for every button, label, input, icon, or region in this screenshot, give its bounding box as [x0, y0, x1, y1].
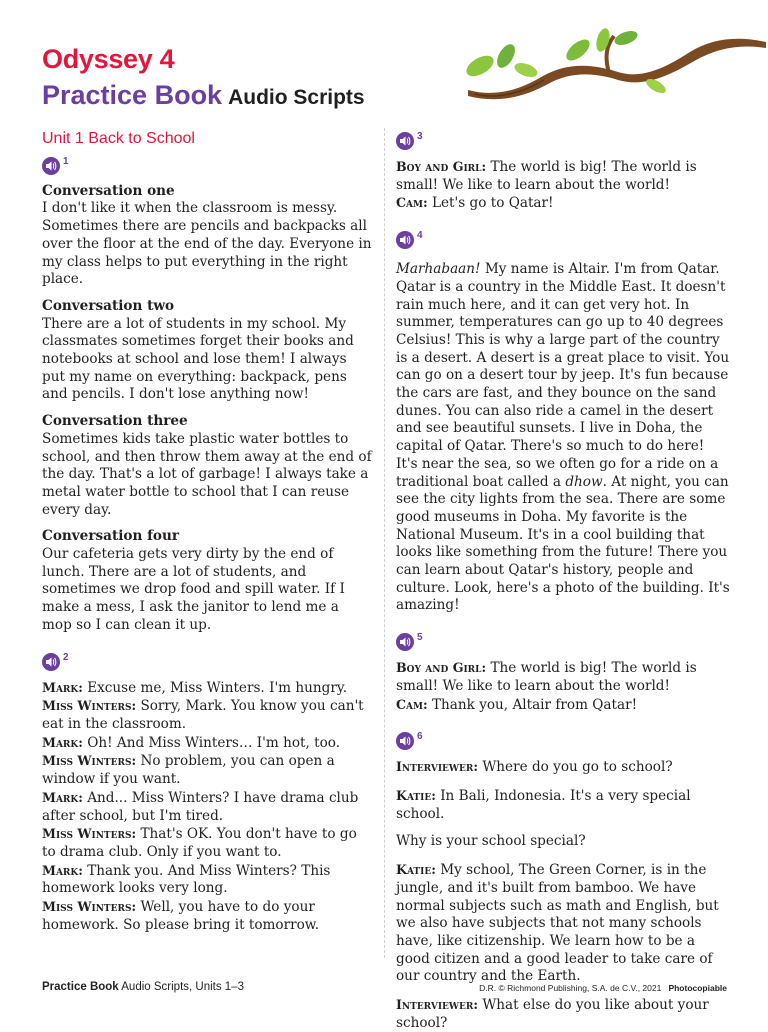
speaker-name: Mark: — [42, 679, 83, 695]
dialogue-line — [396, 696, 730, 715]
dialogue-line — [396, 996, 730, 1032]
section-heading: Conversation two — [42, 297, 175, 314]
book-title-line — [42, 80, 365, 111]
line-text: Why is your school special? — [396, 833, 586, 850]
section-text: Our cafeteria gets very dirty by the end of lunch. There are a lot of students, and sometimes we drop food and spill water. If I make a mess, I ask the janitor to lend me a mop so I can clean it up. — [42, 546, 345, 633]
dialogue-line — [42, 862, 372, 898]
speaker-name: Katie: — [396, 787, 436, 803]
right-column — [396, 130, 730, 1032]
track-marker-1[interactable] — [42, 157, 372, 179]
section-text: I don't like it when the classroom is messy. Sometimes there are pencils and backpacks all over the floor at the end of the day. Everyone in my class helps to put everything in the right place. — [42, 200, 372, 288]
footer-book: Practice Book — [42, 981, 119, 993]
dialogue-line — [396, 194, 730, 213]
line-text: The world is big! The world is small! We like to learn about the world! — [396, 159, 697, 193]
greeting: Marhabaan! — [396, 261, 481, 278]
line-text: Where do you go to school? — [482, 759, 673, 776]
dialogue-line — [42, 734, 372, 753]
line-text: That's OK. You don't have to go to drama club. Only if you want to. — [42, 826, 357, 860]
dialogue-line — [42, 679, 372, 698]
speaker-name: Boy and Girl: — [396, 660, 487, 676]
branch-decoration — [428, 18, 768, 110]
section-text: Sometimes kids take plastic water bottles to school, and then throw them away at the end of the day. That's a lot of garbage! I always take a metal water bottle to school that I can reuse every day. — [42, 430, 372, 518]
photocopiable-label: Photocopiable — [668, 983, 727, 993]
dialogue-line — [42, 789, 372, 825]
track-number: 6 — [417, 731, 423, 743]
section-text: There are a lot of students in my school. My classmates sometimes forget their books and notebooks at school and lose them! I always put my name on everything: backpack, pens and pencils. I don't lose anything now! — [42, 315, 354, 403]
dialogue-line — [396, 158, 730, 194]
line-text: Thank you, Altair from Qatar! — [431, 696, 638, 713]
track-number: 3 — [417, 131, 423, 142]
footer-section: Audio Scripts, Units 1–3 — [121, 981, 244, 993]
footer-right — [455, 983, 727, 993]
column-divider — [384, 128, 385, 958]
speaker-name: Cam: — [396, 696, 428, 712]
speaker-name: Cam: — [396, 195, 428, 211]
track-marker-3[interactable] — [396, 132, 730, 154]
dialogue-line — [42, 697, 372, 733]
speaker-name: Interviewer: — [396, 759, 478, 775]
term: dhow — [565, 473, 603, 490]
track-number: 1 — [63, 155, 69, 167]
line-text: My school, The Green Corner, is in the jungle, and it's built from bamboo. We have normal subjects such as math and English, but we also have subjects that not many schools have, like citizenship. We learn how to be a good citizen and a good leader to take care of our country and the Earth. — [396, 862, 719, 985]
line-text: What else do you like about your school? — [396, 997, 709, 1031]
speaker-name: Interviewer: — [396, 997, 478, 1013]
speaker-icon — [396, 732, 414, 750]
speaker-name: Mark: — [42, 734, 83, 750]
monologue-text — [396, 261, 730, 615]
unit-title: Unit 1 Back to School — [42, 130, 195, 147]
line-text: In Bali, Indonesia. It's a very special school. — [396, 787, 691, 822]
line-text: Sorry, Mark. You know you can't eat in the classroom. — [42, 698, 364, 732]
speaker-icon — [42, 653, 60, 671]
speaker-name: Miss Winters: — [42, 753, 137, 769]
speaker-name: Miss Winters: — [42, 826, 137, 842]
left-column — [42, 130, 372, 934]
dialogue-line — [42, 752, 372, 788]
book-title: Practice Book — [42, 80, 223, 110]
dialogue-line — [42, 898, 372, 934]
speaker-name: Boy and Girl: — [396, 159, 487, 174]
speaker-name: Miss Winters: — [42, 899, 137, 915]
line-text: Excuse me, Miss Winters. I'm hungry. — [87, 679, 348, 696]
text-part-1: My name is Altair. I'm from Qatar. Qatar is a country in the Middle East. It doesn't rain much here, and it can get very hot. In summer, temperatures can go up to 40 degrees Celsius! This is why a large part of the country is a desert. A desert is a great place to visit. You can go on a desert tour by jeep. It's fun because the cars are fast, and they bounce on the sand dunes. You can also ride a camel in the desert and see beautiful sunsets. I live in Doha, the capital of Qatar. There's so much to do here! It's near the sea, so we often go for a ride on a traditional boat called a — [396, 261, 730, 490]
section-heading: Conversation one — [42, 182, 175, 199]
line-text: And... Miss Winters? I have drama club after school, but I'm tired. — [42, 789, 359, 824]
speaker-icon — [396, 132, 414, 150]
line-text: Oh! And Miss Winters… I'm hot, too. — [87, 734, 341, 751]
speaker-name: Mark: — [42, 862, 83, 878]
track-marker-5[interactable] — [396, 633, 730, 655]
dialogue-line — [396, 758, 730, 777]
speaker-name: Mark: — [42, 789, 83, 805]
copyright: D.R. © Richmond Publishing, S.A. de C.V., 2021 — [479, 983, 662, 993]
track-marker-2[interactable] — [42, 653, 372, 675]
track-number: 5 — [417, 632, 423, 644]
dialogue-line — [396, 861, 730, 986]
series-title: Odyssey 4 — [42, 44, 175, 74]
section-heading: Conversation four — [42, 528, 180, 545]
dialogue-line — [396, 659, 730, 695]
line-text: The world is big! The world is small! We like to learn about the world! — [396, 660, 697, 694]
text-part-2: . At night, you can see the city lights from the sea. There are some good museums in Doha. My favorite is the National Museum. It's in a cool building that looks like something from the future! There you can learn about Qatar's history, people and culture. Look, here's a photo of the building. It's amazing! — [396, 473, 730, 614]
track-number: 4 — [417, 230, 423, 242]
speaker-icon — [396, 633, 414, 651]
speaker-name: Miss Winters: — [42, 698, 137, 714]
track-number: 2 — [63, 651, 69, 663]
track-marker-4[interactable] — [396, 231, 730, 253]
track-marker-6[interactable] — [396, 732, 730, 754]
dialogue-line — [396, 833, 730, 851]
line-text: No problem, you can open a window if you want. — [42, 753, 335, 788]
dialogue-line — [42, 825, 372, 861]
footer-left — [42, 981, 244, 993]
page-subtitle: Audio Scripts — [228, 86, 365, 109]
line-text: Let's go to Qatar! — [431, 195, 554, 212]
speaker-name: Katie: — [396, 862, 436, 878]
section-heading: Conversation three — [42, 413, 188, 430]
speaker-icon — [396, 231, 414, 249]
dialogue-line — [396, 787, 730, 823]
speaker-icon — [42, 157, 60, 175]
line-text: Thank you. And Miss Winters? This homework looks very long. — [42, 862, 331, 897]
line-text: Well, you have to do your homework. So please bring it tomorrow. — [42, 899, 320, 933]
